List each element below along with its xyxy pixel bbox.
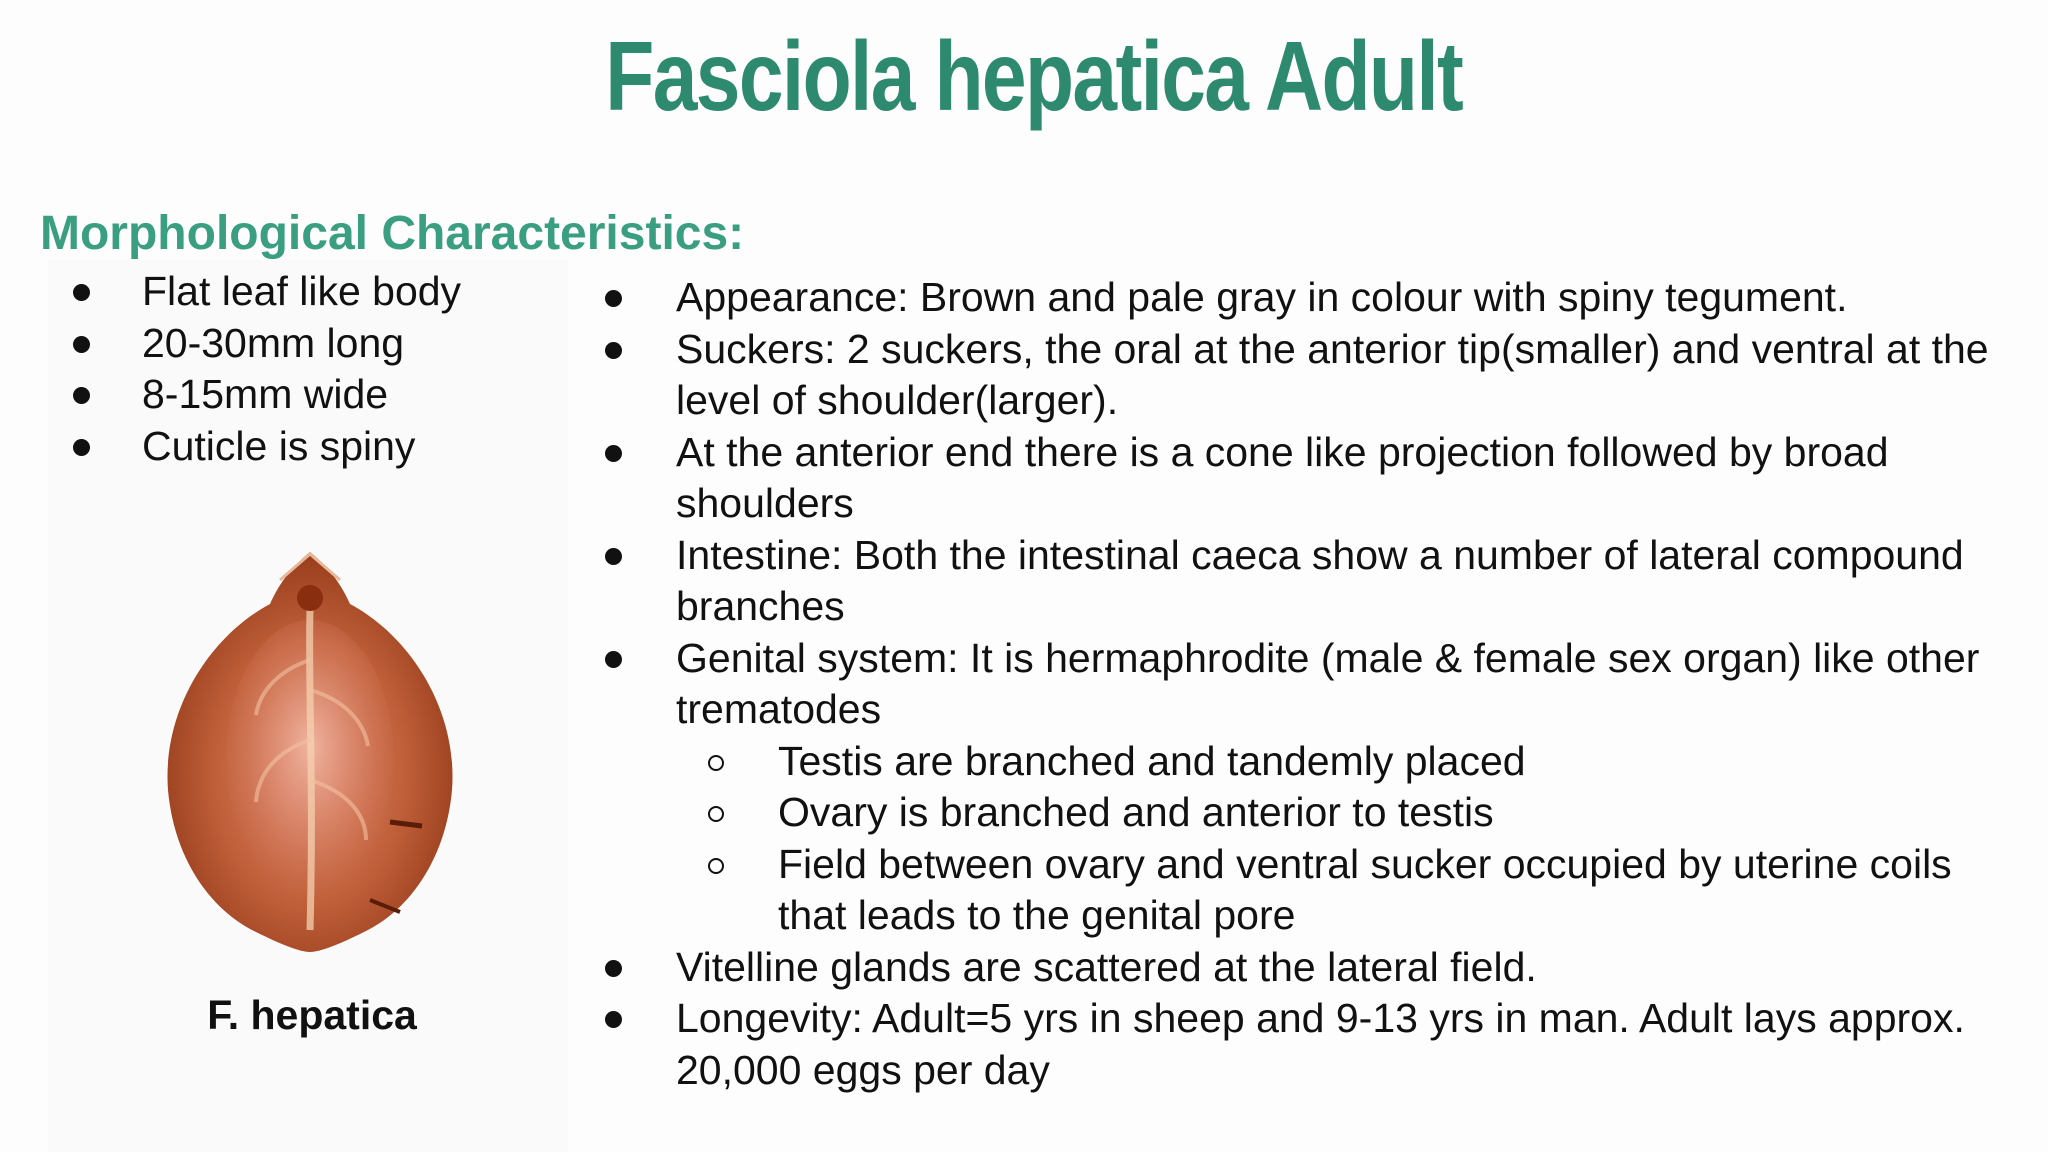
list-item: Longevity: Adult=5 yrs in sheep and 9-13 yrs in man. Adult lays approx. 20,000 eggs per day: [676, 993, 2006, 1096]
list-item: 20-30mm long: [142, 318, 572, 370]
list-item: Intestine: Both the intestinal caeca show a number of lateral compound branches: [676, 530, 2006, 633]
bullet-icon: [605, 651, 622, 668]
bullet-icon: [73, 439, 90, 456]
genital-sub-list: [676, 736, 2006, 942]
hollow-bullet-icon: [708, 858, 724, 874]
hollow-bullet-icon: [708, 755, 724, 771]
bullet-icon: [73, 387, 90, 404]
list-item: At the anterior end there is a cone like projection followed by broad shoulders: [676, 427, 2006, 530]
bullet-icon: [605, 290, 622, 307]
list-item: Suckers: 2 suckers, the oral at the anterior tip(smaller) and ventral at the level of shoulder(larger).: [676, 324, 2006, 427]
fluke-specimen-photo: [160, 540, 460, 960]
bullet-icon: [605, 960, 622, 977]
sub-list-item: Testis are branched and tandemly placed: [778, 736, 2006, 788]
bullet-icon: [605, 342, 622, 359]
bullet-icon: [73, 284, 90, 301]
image-caption: F. hepatica: [207, 992, 417, 1038]
bullet-icon: [73, 336, 90, 353]
bullet-icon: [605, 445, 622, 462]
list-item: 8-15mm wide: [142, 369, 572, 421]
list-item: Cuticle is spiny: [142, 421, 572, 473]
sub-list-item: Ovary is branched and anterior to testis: [778, 787, 2006, 839]
list-item: Appearance: Brown and pale gray in colour with spiny tegument.: [676, 272, 2006, 324]
section-heading: Morphological Characteristics:: [40, 207, 745, 260]
bullet-icon: [605, 1011, 622, 1028]
list-item: Genital system: It is hermaphrodite (male & female sex organ) like other trematodes Testis are branched and tandemly placed Ovary is branched and anterior to testis Field between ovary and ventral sucker occupied by uterine coils that leads to the genital pore: [676, 633, 2006, 942]
left-bullet-list: [142, 266, 572, 472]
right-bullet-list: [676, 272, 2006, 1096]
list-item: Flat leaf like body: [142, 266, 572, 318]
list-item: Vitelline glands are scattered at the lateral field.: [676, 942, 2006, 994]
slide-title: Fasciola hepatica Adult: [605, 21, 1463, 131]
sub-list-item: Field between ovary and ventral sucker occupied by uterine coils that leads to the genital pore: [778, 839, 2006, 942]
hollow-bullet-icon: [708, 806, 724, 822]
bullet-icon: [605, 548, 622, 565]
